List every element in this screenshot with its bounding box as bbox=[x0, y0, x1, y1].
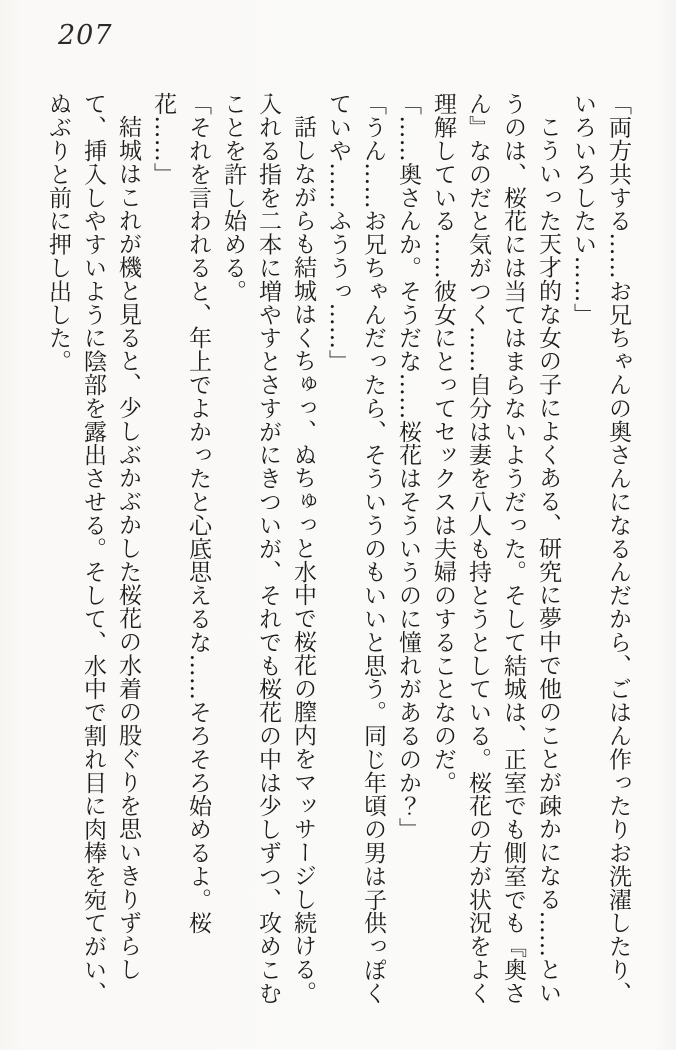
paragraph-dialogue: 「両方共する……お兄ちゃんの奥さんになるんだから、ごはん作ったりお洗濯したり、いろいろしたい……」 bbox=[570, 92, 631, 1005]
paragraph-narrative: 結城はこれが機と見ると、少しぶかぶかした桜花の水着の股ぐりを思いきりずらして、挿入しやすいように陰部を露出させる。そして、水中で割れ目に肉棒を宛てがい、ぬぶりと前に押し出した。 bbox=[45, 92, 141, 1005]
paragraph-narrative: こういった天才的な女の子によくある、研究に夢中で他のことが疎かになる……というのは、桜花には当てはまらないようだった。そして結城は、正室でも側室でも『奥さん』なのだと気がつく……自分は妻を八人も持とうとしている。桜花の方が状況をよく理解している……彼女にとってセックスは夫婦のすることなのだ。 bbox=[430, 92, 561, 1005]
paragraph-dialogue: 「それを言われると、年上でよかったと心底思えるな……そろそろ始めるよ。桜花……」 bbox=[150, 92, 211, 935]
paragraph-dialogue: 「……奥さんか。そうだな……桜花はそういうのに憧れがあるのか？」 bbox=[395, 92, 421, 841]
paragraph-dialogue: 「うん……お兄ちゃんだったら、そういうのもいいと思う。同じ年頃の男は子供っぽくていや……ふううっ……」 bbox=[325, 92, 386, 1005]
paragraph-narrative: 話しながらも結城はくちゅっ、ぬちゅっと水中で桜花の膣内をマッサージし続ける。入れる指を二本に増やすとさすがにきついが、それでも桜花の中は少しずつ、攻めこむことを許し始める。 bbox=[220, 92, 316, 1005]
page-number: 207 bbox=[58, 20, 113, 51]
vertical-text-block bbox=[35, 92, 635, 1008]
